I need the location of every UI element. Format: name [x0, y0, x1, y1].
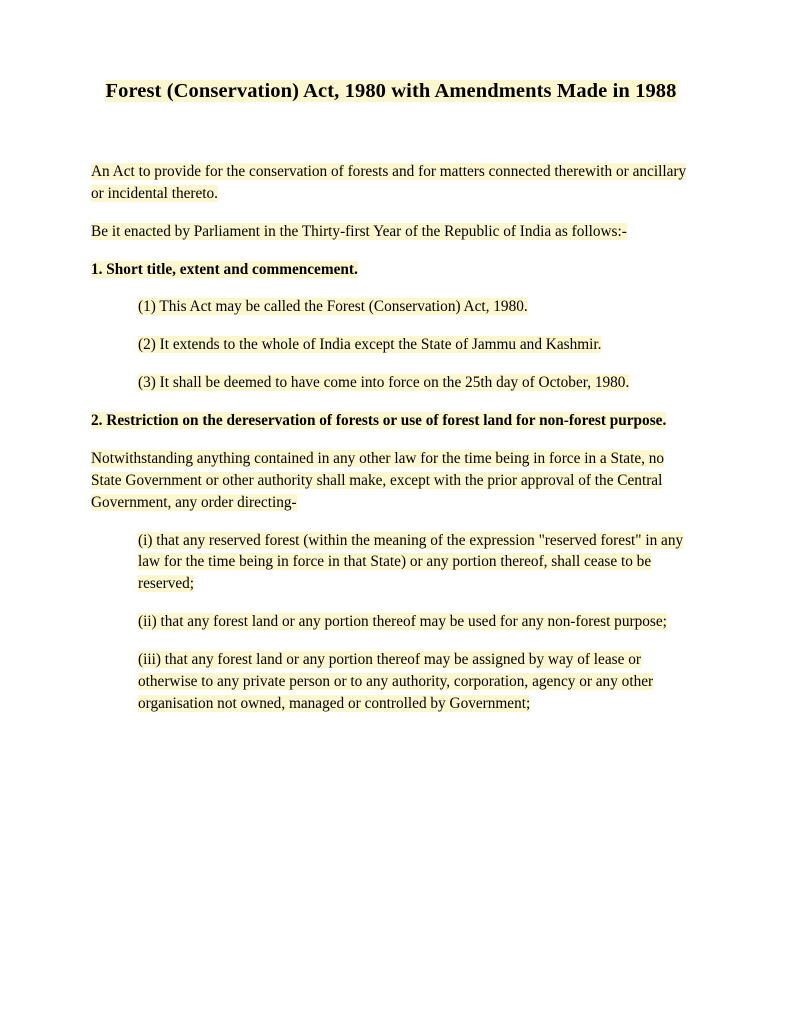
clause-2-i: [138, 530, 691, 596]
clause-2-ii: [138, 611, 691, 633]
paragraph-text: Notwithstanding anything contained in any other law for the time being in force in a State, no State Government or other authority shall make, except with the prior approval of the Central Government, any order directing-: [91, 449, 665, 511]
paragraph-section-2-body: [91, 448, 691, 514]
paragraph-enactment: [91, 221, 691, 243]
title-spacer: [91, 105, 691, 161]
clause-1-3: [138, 372, 691, 394]
clause-text: (3) It shall be deemed to have come into force on the 25th day of October, 1980.: [138, 374, 630, 392]
clause-text: (i) that any reserved forest (within the meaning of the expression "reserved forest" in any law for the time being in force in that State) or any portion thereof, shall cease to be reserved;: [138, 531, 684, 593]
heading-text: 2. Restriction on the dereservation of forests or use of forest land for non-forest purpose.: [91, 412, 667, 430]
heading-section-2: [91, 410, 691, 432]
clause-text: (ii) that any forest land or any portion thereof may be used for any non-forest purpose;: [138, 613, 667, 631]
clause-1-1: [138, 296, 691, 318]
page-title: [91, 78, 691, 105]
paragraph-text: An Act to provide for the conservation of forests and for matters connected therewith or ancillary or incidental thereto.: [91, 163, 687, 202]
heading-text: 1. Short title, extent and commencement.: [91, 260, 358, 278]
clause-text: (iii) that any forest land or any portion thereof may be assigned by way of lease or otherwise to any private person or to any authority, corporation, agency or any other organisation not owned, managed or controlled by Government;: [138, 650, 654, 712]
clause-1-2: [138, 334, 691, 356]
clause-2-iii: [138, 649, 691, 715]
paragraph-text: Be it enacted by Parliament in the Thirty-first Year of the Republic of India as follows:-: [91, 222, 627, 240]
clause-text: (2) It extends to the whole of India except the State of Jammu and Kashmir.: [138, 336, 602, 354]
clause-text: (1) This Act may be called the Forest (Conservation) Act, 1980.: [138, 298, 528, 316]
heading-section-1: [91, 259, 691, 281]
page-title-text: Forest (Conservation) Act, 1980 with Amendments Made in 1988: [105, 80, 677, 102]
paragraph-preamble: [91, 161, 691, 205]
